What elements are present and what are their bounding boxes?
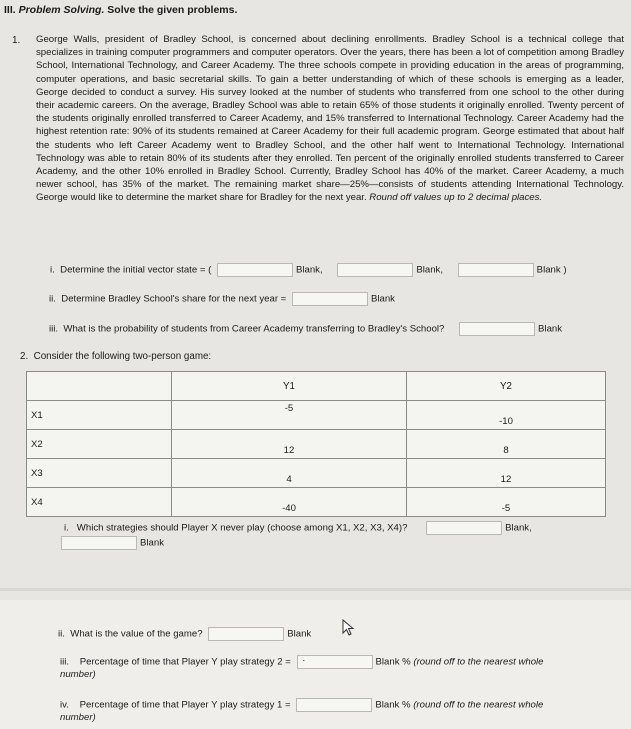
p2-iv-label: iv. [60,699,69,711]
y-strategy1-blank-label: Blank % [375,699,411,711]
p2-question-ii [58,627,311,641]
row-label-x1: X1 [27,401,172,430]
cell-x4-y1 [172,488,407,517]
p1-question-i [50,263,567,277]
vector-blank-3-label: Blank ) [536,264,567,276]
p1-ii-label: ii. [49,293,56,305]
row-label-x4: X4 [27,488,172,517]
p2-iii-text: Percentage of time that Player Y play strategy 2 = [79,656,291,668]
vector-blank-2-label: Blank, [416,264,443,276]
p1-question-ii [49,292,395,306]
cell-x1-y1 [172,401,407,430]
p2-question-iii [60,655,544,669]
p1-question-iii [49,322,562,336]
cell-x2-y1 [172,430,407,459]
transfer-probability-blank[interactable] [459,322,535,336]
cell-x4-y2-value: -5 [501,503,511,514]
never-play-blank-2[interactable] [61,536,137,550]
cell-x1-y2-value: -10 [499,416,513,427]
cell-x4-y2 [407,488,606,517]
p2-iii-label: iii. [60,656,70,668]
p1-ii-text: Determine Bradley School's share for the next year = [61,293,287,305]
row-label-x2: X2 [27,430,172,459]
cell-x1-y2 [407,401,606,430]
p2-ii-text: What is the value of the game? [70,628,203,640]
problem1-paragraph [36,33,624,205]
vector-blank-1-label: Blank, [295,264,323,276]
cell-x2-y2-value: 8 [503,445,509,456]
problem2-intro [20,351,211,362]
bradley-share-blank-label: Blank [370,293,395,305]
p2-iv-text: Percentage of time that Player Y play strategy 1 = [79,699,291,711]
col-header-y1: Y1 [172,372,407,401]
p2-iv-note: (round off to the nearest whole [413,699,544,711]
section-instruction: Solve the given problems. [107,4,238,16]
p2-iii-note: (round off to the nearest whole [413,656,544,668]
problem1-rounding-note: Round off values up to 2 decimal places. [369,192,543,204]
table-row [27,459,606,488]
mouse-cursor-icon [342,619,356,637]
cell-x3-y1-value: 4 [286,474,292,485]
problem1-number: 1. [12,35,21,46]
problem2-number: 2. [20,351,29,362]
p1-iii-label: iii. [49,323,59,335]
p2-question-iv [60,698,543,712]
vector-blank-2[interactable] [337,263,413,277]
section-label: Problem Solving. [18,4,105,16]
table-header-row [27,372,606,401]
p2-i-text: Which strategies should Player X never play (choose among X1, X2, X3, X4)? [76,522,408,534]
cell-x2-y1-value: 12 [283,445,295,456]
p1-iii-text: What is the probability of students from Career Academy transferring to Bradley's School? [63,323,445,335]
problem1-text: George Walls, president of Bradley School, is concerned about declining enrollments. Bradley School is a technical college that specializes in training computer programmers and computer operators. Over the years, there has been a lot of competition among Bradley School, International Technology, and Career Academy. The three schools compete in providing education in the areas of programming, computer operations, and basic secretarial skills. To gain a better understanding of which of these schools is emerging as a leader, George decided to conduct a survey. His survey looked at the number of students who transferred from one school to the other during their academic careers. On the average, Bradley School was able to retain 65% of those students it originally enrolled. Twenty percent of the students originally enrolled transferred to Career Academy, and 15% transferred to International Technology. Career Academy had the highest retention rate: 90% of its students remained at Career Academy for their full academic program. George estimated that about half the students who left Career Academy went to Bradley School, and the other half went to International Technology. International Technology was able to retain 80% of its students after they enrolled. Ten percent of the originally enrolled students transferred to Career Academy, and the other 10% enrolled in Bradley School. Currently, Bradley School has 40% of the market. Career Academy, a much newer school, has 35% of the market. The remaining market share—25%—consists of students attending International Technology. George would like to determine the market share for Bradley for the next year. [36,34,624,204]
section-divider [0,588,631,591]
table-row [27,488,606,517]
p2-iii-note-end: number) [60,669,96,680]
y-strategy1-blank[interactable] [296,698,372,712]
game-value-blank[interactable] [208,627,284,641]
y-strategy2-blank[interactable] [297,655,373,669]
cell-x1-y1-value: -5 [284,403,294,414]
cell-x2-y2 [407,430,606,459]
p2-i-label: i. [64,522,69,534]
col-header-y2: Y2 [407,372,606,401]
table-row [27,401,606,430]
table-corner-cell [27,372,172,401]
vector-blank-3[interactable] [458,263,534,277]
p2-iv-note-end: number) [60,712,96,723]
row-label-x3: X3 [27,459,172,488]
section-heading [4,4,237,16]
p2-ii-label: ii. [58,628,65,640]
cell-x3-y1 [172,459,407,488]
p1-i-text: Determine the initial vector state = ( [60,264,212,276]
cell-x4-y1-value: -40 [282,503,296,514]
p1-i-label: i. [50,264,55,276]
never-play-blank-2-label: Blank [140,537,164,549]
vector-blank-1[interactable] [217,263,293,277]
cell-x3-y2-value: 12 [500,474,512,485]
never-play-blank-1[interactable] [426,521,502,535]
payoff-table [26,371,606,517]
y-strategy2-blank-label: Blank % [375,656,411,668]
section-number: III. [4,4,16,16]
p2-question-i [64,521,532,535]
blank-dot: . [302,653,306,664]
transfer-probability-blank-label: Blank [538,323,563,335]
p2-question-i-second [58,536,164,550]
cell-x3-y2 [407,459,606,488]
bradley-share-blank[interactable] [292,292,368,306]
problem2-text: Consider the following two-person game: [33,351,212,362]
game-value-blank-label: Blank [287,628,312,640]
table-row [27,430,606,459]
never-play-blank-1-label: Blank, [505,522,532,534]
